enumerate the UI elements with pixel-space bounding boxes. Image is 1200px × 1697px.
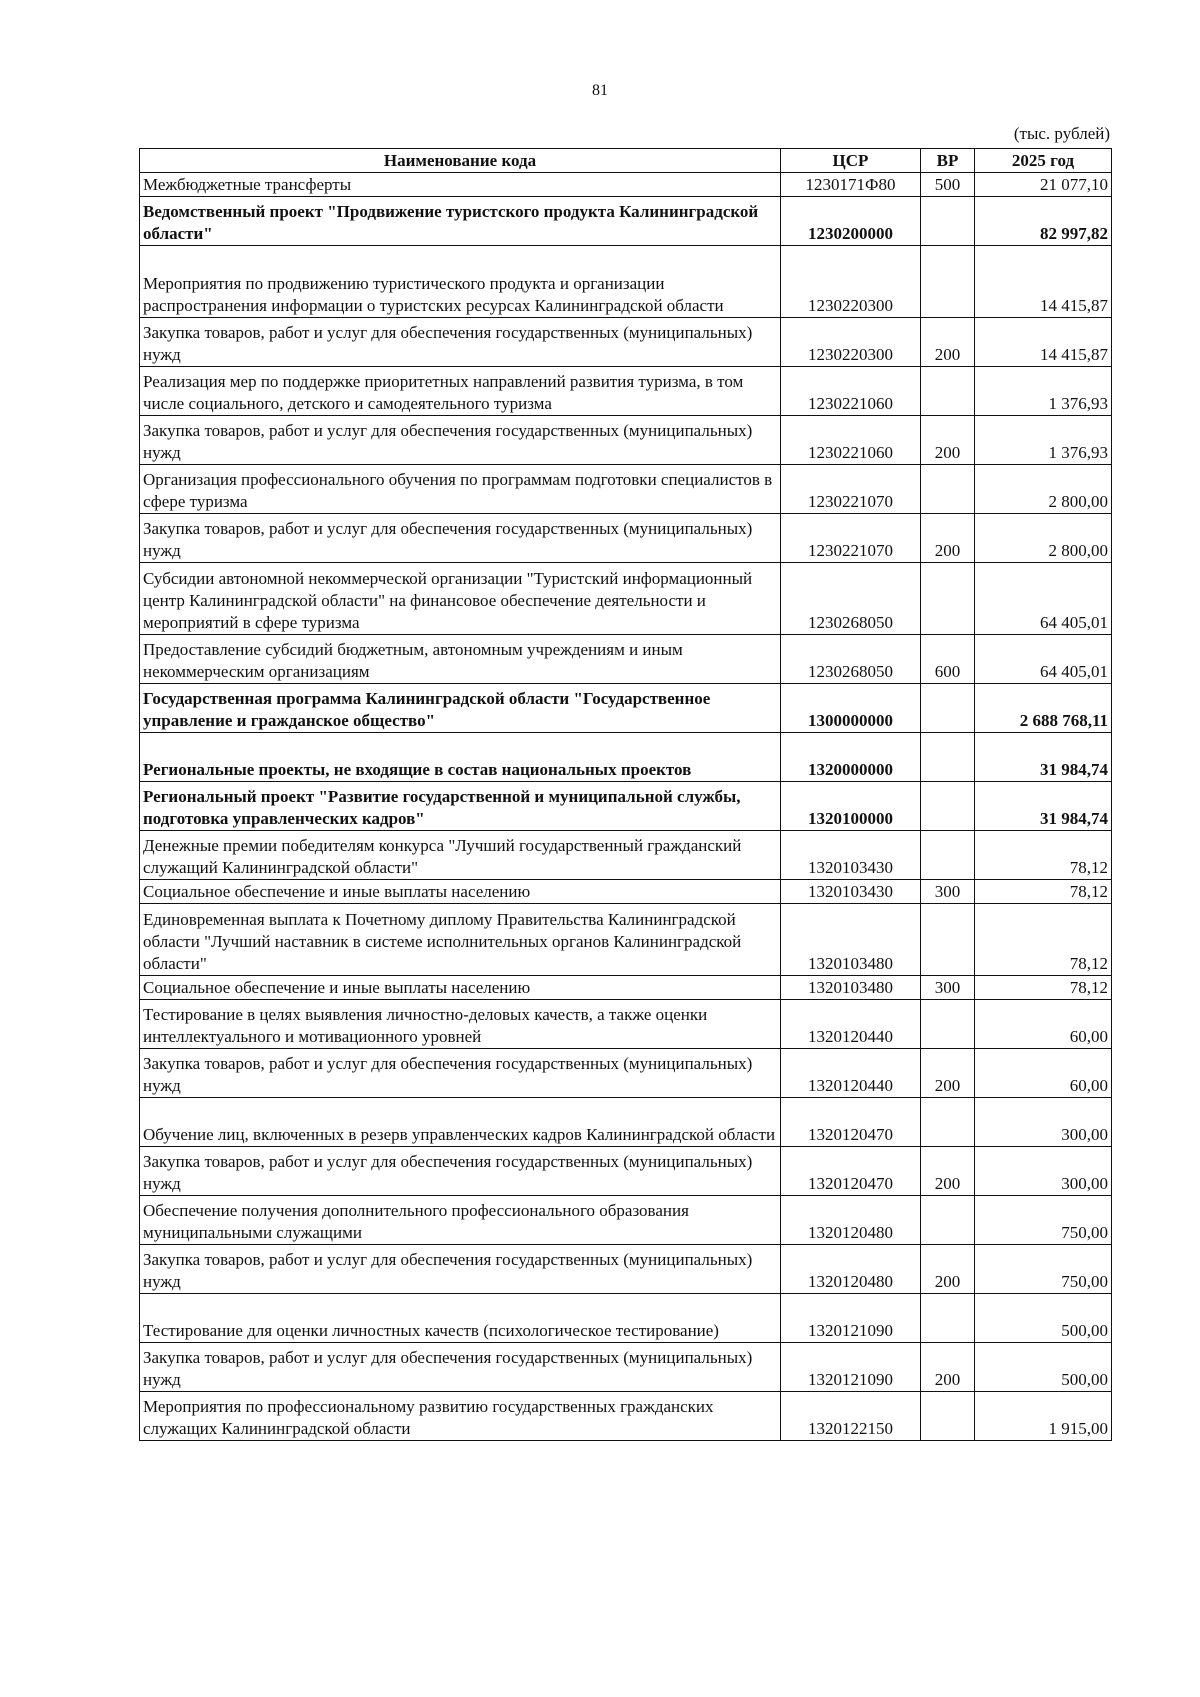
table-header-row (140, 149, 1112, 173)
row-sum: 300,00 (975, 1147, 1112, 1196)
row-name: Закупка товаров, работ и услуг для обеспечения государственных (муниципальных) нужд (140, 1343, 781, 1392)
row-vr (921, 197, 975, 246)
row-csr: 1230200000 (781, 197, 921, 246)
row-name: Предоставление субсидий бюджетным, автономным учреждениям и иным некоммерческим организациям (140, 635, 781, 684)
row-sum: 31 984,74 (975, 782, 1112, 831)
row-sum: 78,12 (975, 880, 1112, 904)
header-sum: 2025 год (975, 149, 1112, 173)
table-row (140, 465, 1112, 514)
row-sum: 2 800,00 (975, 465, 1112, 514)
table-row (140, 318, 1112, 367)
row-name: Ведомственный проект "Продвижение туристского продукта Калининградской области" (140, 197, 781, 246)
row-sum: 300,00 (975, 1098, 1112, 1147)
table-row (140, 1343, 1112, 1392)
row-vr (921, 782, 975, 831)
table-row (140, 1392, 1112, 1441)
row-csr: 1320120470 (781, 1147, 921, 1196)
row-vr (921, 246, 975, 318)
row-name: Обеспечение получения дополнительного профессионального образования муниципальными служащими (140, 1196, 781, 1245)
row-name: Региональный проект "Развитие государственной и муниципальной службы, подготовка управленческих кадров" (140, 782, 781, 831)
row-name: Денежные премии победителям конкурса "Лучший государственный гражданский служащий Калининградской области" (140, 831, 781, 880)
table-row (140, 514, 1112, 563)
row-csr: 1230171Ф80 (781, 173, 921, 197)
row-name: Закупка товаров, работ и услуг для обеспечения государственных (муниципальных) нужд (140, 1245, 781, 1294)
page-number: 81 (592, 82, 608, 99)
row-csr: 1320103430 (781, 880, 921, 904)
row-csr: 1230221060 (781, 416, 921, 465)
row-vr: 200 (921, 1049, 975, 1098)
row-sum: 1 915,00 (975, 1392, 1112, 1441)
row-vr (921, 1294, 975, 1343)
table-row (140, 563, 1112, 635)
row-vr: 200 (921, 416, 975, 465)
row-name: Мероприятия по продвижению туристического продукта и организации распространения информации о туристских ресурсах Калининградской области (140, 246, 781, 318)
row-vr: 600 (921, 635, 975, 684)
table-body (140, 173, 1112, 1441)
table-row (140, 635, 1112, 684)
table-row (140, 246, 1112, 318)
row-vr: 200 (921, 1343, 975, 1392)
table-row (140, 197, 1112, 246)
row-csr: 1300000000 (781, 684, 921, 733)
row-sum: 500,00 (975, 1343, 1112, 1392)
row-csr: 1320120440 (781, 1049, 921, 1098)
row-name: Социальное обеспечение и иные выплаты населению (140, 880, 781, 904)
budget-table (139, 148, 1112, 1441)
row-sum: 2 800,00 (975, 514, 1112, 563)
row-csr: 1320120480 (781, 1245, 921, 1294)
row-csr: 1230220300 (781, 318, 921, 367)
row-sum: 1 376,93 (975, 416, 1112, 465)
table-row (140, 1049, 1112, 1098)
row-name: Закупка товаров, работ и услуг для обеспечения государственных (муниципальных) нужд (140, 416, 781, 465)
row-name: Закупка товаров, работ и услуг для обеспечения государственных (муниципальных) нужд (140, 1049, 781, 1098)
row-sum: 60,00 (975, 1049, 1112, 1098)
row-sum: 64 405,01 (975, 635, 1112, 684)
row-vr (921, 465, 975, 514)
row-name: Тестирование в целях выявления личностно-деловых качеств, а также оценки интеллектуального и мотивационного уровней (140, 1000, 781, 1049)
header-name: Наименование кода (140, 149, 781, 173)
row-csr: 1320121090 (781, 1294, 921, 1343)
row-csr: 1320120480 (781, 1196, 921, 1245)
row-vr (921, 1098, 975, 1147)
row-name: Обучение лиц, включенных в резерв управленческих кадров Калининградской области (140, 1098, 781, 1147)
table-row (140, 1098, 1112, 1147)
row-vr (921, 831, 975, 880)
row-name: Реализация мер по поддержке приоритетных направлений развития туризма, в том числе социального, детского и самодеятельного туризма (140, 367, 781, 416)
row-sum: 750,00 (975, 1245, 1112, 1294)
row-csr: 1320121090 (781, 1343, 921, 1392)
row-csr: 1230221070 (781, 514, 921, 563)
row-name: Государственная программа Калининградской области "Государственное управление и гражданское общество" (140, 684, 781, 733)
row-name: Закупка товаров, работ и услуг для обеспечения государственных (муниципальных) нужд (140, 1147, 781, 1196)
table-row (140, 416, 1112, 465)
table-row (140, 173, 1112, 197)
table-row (140, 1294, 1112, 1343)
row-vr: 200 (921, 514, 975, 563)
table-row (140, 733, 1112, 782)
row-name: Организация профессионального обучения по программам подготовки специалистов в сфере туризма (140, 465, 781, 514)
row-name: Единовременная выплата к Почетному диплому Правительства Калининградской области "Лучший наставник в системе исполнительных органов Калининградской области" (140, 904, 781, 976)
row-vr (921, 1196, 975, 1245)
row-name: Тестирование для оценки личностных качеств (психологическое тестирование) (140, 1294, 781, 1343)
row-sum: 31 984,74 (975, 733, 1112, 782)
row-name: Закупка товаров, работ и услуг для обеспечения государственных (муниципальных) нужд (140, 514, 781, 563)
row-name: Закупка товаров, работ и услуг для обеспечения государственных (муниципальных) нужд (140, 318, 781, 367)
table-row (140, 782, 1112, 831)
row-csr: 1320122150 (781, 1392, 921, 1441)
row-vr: 300 (921, 976, 975, 1000)
row-vr: 200 (921, 1245, 975, 1294)
table-row (140, 684, 1112, 733)
row-csr: 1320120440 (781, 1000, 921, 1049)
row-csr: 1320120470 (781, 1098, 921, 1147)
row-vr: 200 (921, 1147, 975, 1196)
row-name: Межбюджетные трансферты (140, 173, 781, 197)
table-row (140, 976, 1112, 1000)
row-name: Региональные проекты, не входящие в состав национальных проектов (140, 733, 781, 782)
table-row (140, 1000, 1112, 1049)
table-row (140, 904, 1112, 976)
table-row (140, 1196, 1112, 1245)
row-sum: 82 997,82 (975, 197, 1112, 246)
row-csr: 1230221060 (781, 367, 921, 416)
row-vr: 300 (921, 880, 975, 904)
header-vr: ВР (921, 149, 975, 173)
row-csr: 1230220300 (781, 246, 921, 318)
row-csr: 1230268050 (781, 635, 921, 684)
row-sum: 60,00 (975, 1000, 1112, 1049)
row-vr (921, 1392, 975, 1441)
row-sum: 78,12 (975, 831, 1112, 880)
row-sum: 1 376,93 (975, 367, 1112, 416)
row-csr: 1230268050 (781, 563, 921, 635)
row-csr: 1320103430 (781, 831, 921, 880)
row-sum: 64 405,01 (975, 563, 1112, 635)
row-vr (921, 684, 975, 733)
row-vr (921, 733, 975, 782)
row-sum: 750,00 (975, 1196, 1112, 1245)
row-vr (921, 367, 975, 416)
row-sum: 2 688 768,11 (975, 684, 1112, 733)
row-sum: 21 077,10 (975, 173, 1112, 197)
table-row (140, 831, 1112, 880)
units-label: (тыс. рублей) (1013, 124, 1110, 143)
table-row (140, 367, 1112, 416)
row-csr: 1320103480 (781, 904, 921, 976)
row-vr: 500 (921, 173, 975, 197)
row-vr: 200 (921, 318, 975, 367)
table-row (140, 1245, 1112, 1294)
row-sum: 78,12 (975, 976, 1112, 1000)
row-vr (921, 1000, 975, 1049)
row-sum: 14 415,87 (975, 246, 1112, 318)
table-row (140, 880, 1112, 904)
row-sum: 500,00 (975, 1294, 1112, 1343)
row-csr: 1230221070 (781, 465, 921, 514)
table-row (140, 1147, 1112, 1196)
row-name: Социальное обеспечение и иные выплаты населению (140, 976, 781, 1000)
row-csr: 1320100000 (781, 782, 921, 831)
row-sum: 78,12 (975, 904, 1112, 976)
row-name: Субсидии автономной некоммерческой организации "Туристский информационный центр Калининградской области" на финансовое обеспечение деятельности и мероприятий в сфере туризма (140, 563, 781, 635)
row-vr (921, 904, 975, 976)
row-vr (921, 563, 975, 635)
row-sum: 14 415,87 (975, 318, 1112, 367)
header-csr: ЦСР (781, 149, 921, 173)
row-name: Мероприятия по профессиональному развитию государственных гражданских служащих Калининградской области (140, 1392, 781, 1441)
row-csr: 1320000000 (781, 733, 921, 782)
row-csr: 1320103480 (781, 976, 921, 1000)
